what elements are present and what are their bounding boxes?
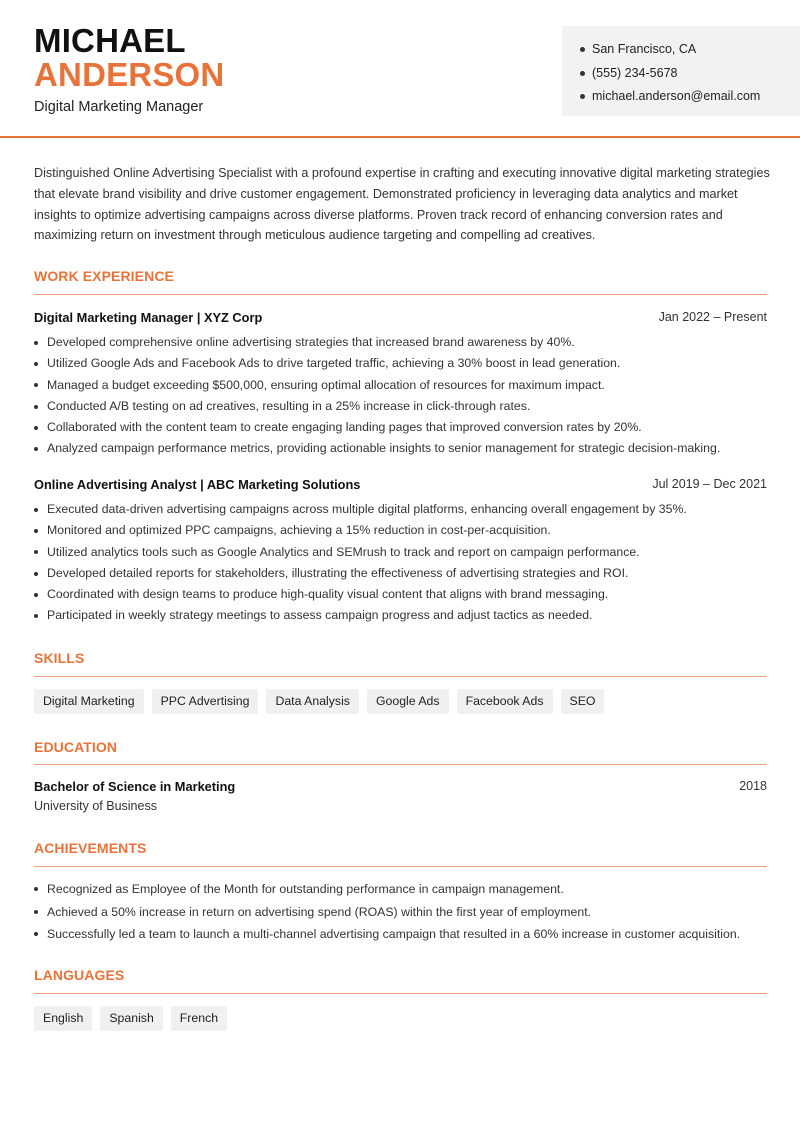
skill-chip: Google Ads: [367, 689, 449, 714]
bullet-icon: [34, 572, 38, 576]
skills-list: [34, 689, 604, 714]
bullet-icon: [34, 887, 38, 891]
job-bullets: [34, 499, 774, 627]
bullet-icon: [580, 71, 585, 76]
job-header: [34, 477, 767, 492]
candidate-name: [34, 24, 224, 92]
education-year: 2018: [739, 779, 767, 793]
job-header: [34, 310, 767, 325]
list-item: Developed comprehensive online advertising strategies that increased brand awareness by 40%.: [34, 332, 774, 353]
section-title-work: WORK EXPERIENCE: [34, 268, 174, 284]
bullet-icon: [34, 405, 38, 409]
summary: Distinguished Online Advertising Specialist with a profound expertise in crafting and executing innovative digital marketing strategies that elevate brand visibility and drive customer engagement. Demonstrated proficiency in leveraging data analytics and market insights to optimize advertising campaigns across diverse platforms. Proven track record of enhancing conversion rates and maximizing return on investment through meticulous audience targeting and compelling ad creatives.: [34, 166, 770, 243]
list-item: Utilized analytics tools such as Google Analytics and SEMrush to track and report on campaign performance.: [34, 542, 774, 563]
section-title-skills: SKILLS: [34, 650, 85, 666]
list-item: Achieved a 50% increase in return on advertising spend (ROAS) within the first year of employment.: [34, 901, 774, 924]
bullet-icon: [34, 614, 38, 618]
job-bullets: [34, 332, 774, 460]
list-item: Monitored and optimized PPC campaigns, achieving a 15% reduction in cost-per-acquisition.: [34, 520, 774, 541]
education-school: University of Business: [34, 799, 157, 813]
list-item: Conducted A/B testing on ad creatives, resulting in a 25% increase in click-through rates.: [34, 396, 774, 417]
skill-chip: Digital Marketing: [34, 689, 144, 714]
bullet-icon: [34, 508, 38, 512]
job-role: Digital Marketing Manager: [34, 99, 204, 115]
list-item: Recognized as Employee of the Month for outstanding performance in campaign management.: [34, 878, 774, 901]
bullet-icon: [580, 94, 585, 99]
section-divider: [34, 993, 767, 994]
skill-chip: PPC Advertising: [152, 689, 259, 714]
list-item: Collaborated with the content team to create engaging landing pages that improved conversion rates by 20%.: [34, 417, 774, 438]
last-name: ANDERSON: [34, 56, 225, 93]
job-dates: Jan 2022 – Present: [658, 310, 767, 324]
section-title-achievements: ACHIEVEMENTS: [34, 840, 147, 856]
first-name: MICHAEL: [34, 22, 186, 59]
bullet-icon: [34, 447, 38, 451]
contact-email[interactable]: michael.anderson@email.com: [580, 85, 800, 109]
list-item: Utilized Google Ads and Facebook Ads to drive targeted traffic, achieving a 30% boost in lead generation.: [34, 353, 774, 374]
bullet-icon: [34, 426, 38, 430]
section-divider: [34, 866, 767, 867]
language-chip: French: [171, 1006, 227, 1031]
contact-location: San Francisco, CA: [580, 38, 800, 62]
bullet-icon: [34, 341, 38, 345]
section-divider: [34, 764, 767, 765]
section-title-education: EDUCATION: [34, 739, 118, 755]
bullet-icon: [34, 910, 38, 914]
languages-list: [34, 1006, 227, 1031]
section-divider: [34, 676, 767, 677]
list-item: Managed a budget exceeding $500,000, ensuring optimal allocation of resources for maximum impact.: [34, 375, 774, 396]
bullet-icon: [580, 47, 585, 52]
skill-chip: SEO: [561, 689, 605, 714]
skill-chip: Facebook Ads: [457, 689, 553, 714]
bullet-icon: [34, 529, 38, 533]
bullet-icon: [34, 383, 38, 387]
achievement-list: [34, 878, 774, 946]
job-title: Digital Marketing Manager | XYZ Corp: [34, 310, 263, 325]
section-divider: [34, 294, 767, 295]
list-item: Coordinated with design teams to produce high-quality visual content that aligns with brand messaging.: [34, 584, 774, 605]
job-dates: Jul 2019 – Dec 2021: [652, 477, 767, 491]
bullet-icon: [34, 362, 38, 366]
list-item: Participated in weekly strategy meetings to assess campaign progress and adjust tactics as needed.: [34, 605, 774, 626]
contact-phone: (555) 234-5678: [580, 62, 800, 86]
bullet-icon: [34, 550, 38, 554]
list-item: Analyzed campaign performance metrics, providing actionable insights to senior management for strategic decision-making.: [34, 438, 774, 459]
contact-box: [562, 26, 800, 116]
language-chip: Spanish: [100, 1006, 162, 1031]
list-item: Executed data-driven advertising campaigns across multiple digital platforms, enhancing overall engagement by 35%.: [34, 499, 774, 520]
skill-chip: Data Analysis: [266, 689, 359, 714]
list-item: Successfully led a team to launch a multi-channel advertising campaign that resulted in a 60% increase in customer acquisition.: [34, 923, 774, 946]
education-degree: Bachelor of Science in Marketing: [34, 779, 236, 794]
list-item: Developed detailed reports for stakeholders, illustrating the effectiveness of advertising strategies and ROI.: [34, 563, 774, 584]
bullet-icon: [34, 932, 38, 936]
section-title-languages: LANGUAGES: [34, 967, 125, 983]
resume-header: [0, 0, 800, 138]
bullet-icon: [34, 593, 38, 597]
language-chip: English: [34, 1006, 92, 1031]
job-title: Online Advertising Analyst | ABC Marketing Solutions: [34, 477, 361, 492]
